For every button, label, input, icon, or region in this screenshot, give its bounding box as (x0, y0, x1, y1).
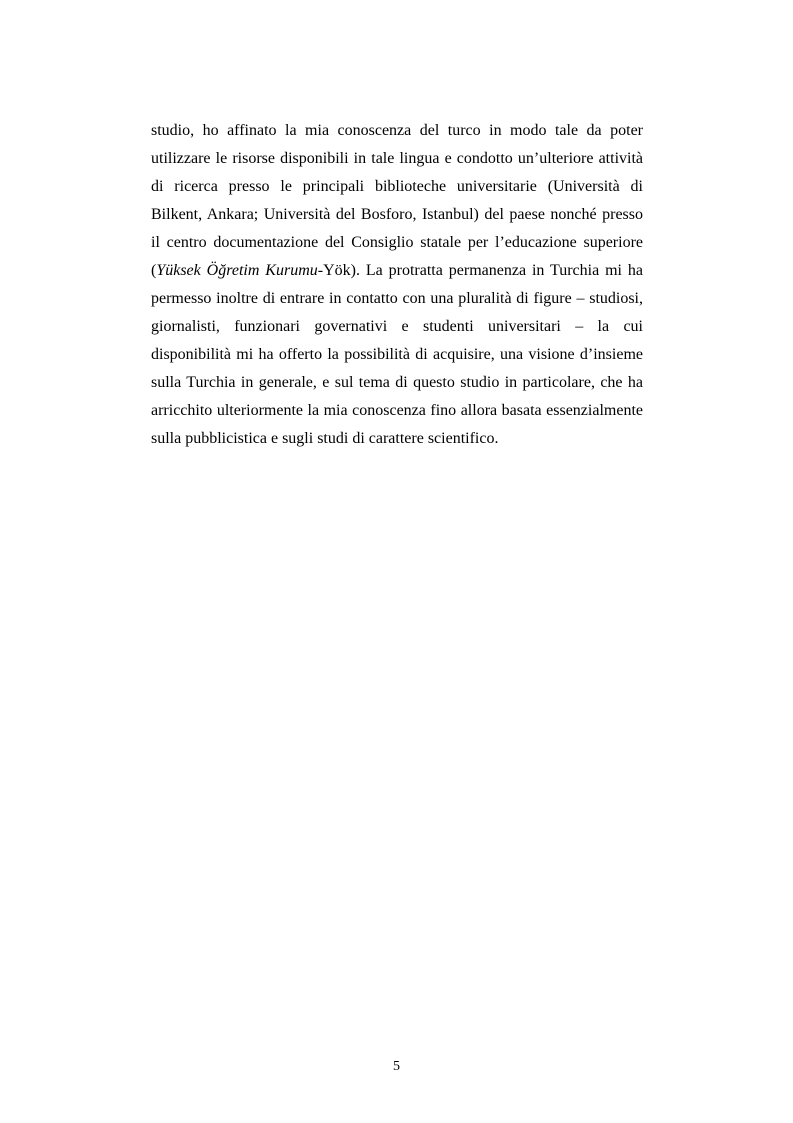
page-number: 5 (393, 1059, 400, 1074)
paragraph-line: il centro documentazione del Consiglio statale per l’educazione superiore (151, 234, 643, 251)
paragraph-line: arricchito ulteriormente la mia conoscenza fino allora basata essenzialmente (151, 402, 643, 419)
body-paragraph (151, 117, 643, 453)
paragraph-line (151, 257, 643, 285)
paragraph-line: Bilkent, Ankara; Università del Bosforo, Istanbul) del paese nonché presso (151, 206, 643, 223)
italic-institution-name: Yüksek Öğretim Kurumu (156, 262, 318, 279)
paragraph-line: permesso inoltre di entrare in contatto con una pluralità di figure – studiosi, (151, 290, 643, 307)
paragraph-line: utilizzare le risorse disponibili in tale lingua e condotto un’ulteriore attività (151, 150, 643, 167)
paragraph-line: sulla Turchia in generale, e sul tema di questo studio in particolare, che ha (151, 374, 643, 391)
paragraph-line: giornalisti, funzionari governativi e studenti universitari – la cui (151, 318, 643, 335)
paragraph-line: studio, ho affinato la mia conoscenza del turco in modo tale da poter (151, 122, 643, 139)
open-parenthesis: ( (151, 262, 157, 279)
paragraph-line: di ricerca presso le principali biblioteche universitarie (Università di (151, 178, 643, 195)
paragraph-line: sulla pubblicistica e sugli studi di carattere scientifico. (151, 430, 499, 447)
line-continuation: -Yök). La protratta permanenza in Turchia mi ha (317, 262, 643, 279)
paragraph-line: disponibilità mi ha offerto la possibilità di acquisire, una visione d’insieme (151, 346, 643, 363)
